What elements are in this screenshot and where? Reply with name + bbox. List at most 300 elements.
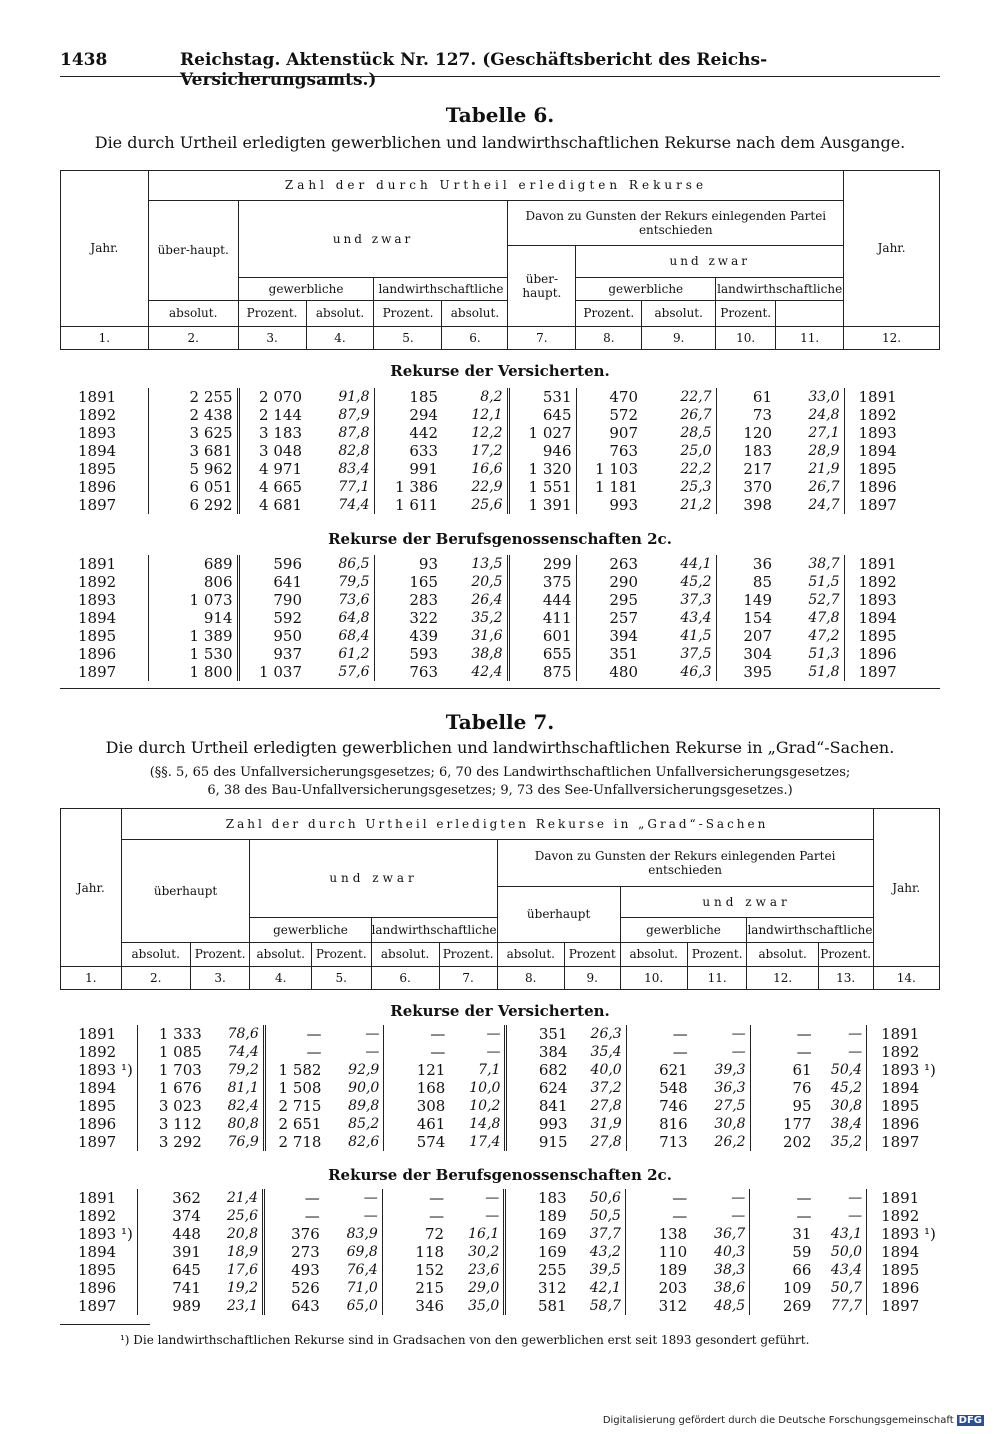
- value-cell: 43,1: [830, 1226, 863, 1242]
- value-cell: 185: [374, 388, 442, 406]
- value-cell: 217: [716, 460, 776, 478]
- table-row: [60, 1297, 940, 1315]
- value-cell: 21,9: [808, 461, 840, 477]
- value-cell: 3 183: [238, 424, 306, 442]
- column-number: 5.: [311, 967, 371, 990]
- digitization-credit: [603, 1415, 984, 1426]
- table-row: [60, 1261, 940, 1279]
- value-cell: 18,9: [226, 1244, 259, 1260]
- value-cell: 746: [626, 1097, 692, 1115]
- value-cell: 27,8: [590, 1098, 622, 1114]
- table6-subtitle: Die durch Urtheil erledigten gewerblichen und landwirthschaftlichen Rekurse nach dem Ausgange.: [94, 133, 906, 152]
- table-row: [60, 609, 940, 627]
- value-cell: 22,2: [680, 461, 712, 477]
- table6-section-versicherte: Rekurse der Versicherten.: [390, 362, 610, 380]
- value-cell: 43,4: [830, 1262, 863, 1278]
- value-cell: 991: [374, 460, 442, 478]
- dfg-logo: DFG: [958, 1415, 982, 1426]
- value-cell: 50,4: [830, 1062, 863, 1078]
- table7-head-ueberhaupt: überhaupt: [121, 839, 250, 942]
- table7-head-prozent: Prozent.: [190, 942, 250, 967]
- value-cell: 69,8: [346, 1244, 378, 1260]
- value-cell: 35,2: [471, 610, 503, 626]
- year-cell: 1891: [78, 555, 117, 573]
- value-cell: 59: [750, 1243, 816, 1261]
- year-cell: 1896: [78, 1279, 117, 1297]
- value-cell: 5 962: [148, 460, 238, 478]
- value-cell: 20,5: [471, 574, 503, 590]
- value-cell: 40,0: [590, 1062, 622, 1078]
- year-cell: 1895: [867, 1097, 940, 1115]
- value-cell: 77,7: [830, 1298, 863, 1314]
- year-cell: 1895: [78, 627, 117, 645]
- column-number: 4.: [250, 967, 311, 990]
- year-cell: 1894: [867, 1079, 940, 1097]
- value-cell: 48,5: [714, 1298, 746, 1314]
- value-cell: 596: [238, 555, 306, 573]
- value-cell: 17,6: [226, 1262, 259, 1278]
- page-number: 1438: [60, 50, 108, 70]
- value-cell: 91,8: [338, 389, 370, 405]
- value-cell: —: [750, 1025, 816, 1043]
- year-cell: 1897: [78, 496, 117, 514]
- table7-subtitle: Die durch Urtheil erledigten gewerblichen und landwirthschaftlichen Rekurse in „Grad“-Sachen.: [105, 738, 895, 757]
- year-cell: 1893: [844, 591, 940, 609]
- value-cell: 81,1: [227, 1080, 259, 1096]
- year-cell: 1892: [844, 406, 940, 424]
- value-cell: 149: [716, 591, 776, 609]
- table7-head-landw2: landwirthschaftliche: [747, 917, 873, 942]
- year-cell: 1891: [867, 1189, 940, 1207]
- table6-head-und-zwar2: und zwar: [576, 245, 844, 277]
- table-row: [60, 573, 940, 591]
- value-cell: 13,5: [471, 556, 503, 572]
- value-cell: 2 438: [148, 406, 238, 424]
- value-cell: 25,3: [680, 479, 712, 495]
- value-cell: 169: [505, 1225, 571, 1243]
- value-cell: 816: [626, 1115, 692, 1133]
- value-cell: 312: [625, 1297, 691, 1315]
- year-cell: 1897: [844, 496, 940, 514]
- value-cell: 68,4: [338, 628, 370, 644]
- value-cell: 36,7: [714, 1226, 746, 1242]
- table-row: [60, 460, 940, 478]
- table7-subtitle-line3: 6, 38 des Bau-Unfallversicherungsgesetzes; 9, 73 des See-Unfallversicherungsgesetzes.): [207, 783, 793, 798]
- column-number: 9.: [564, 967, 620, 990]
- table7-head-davon: Davon zu Gunsten der Rekurs einlegenden Partei entschieden: [497, 839, 873, 886]
- value-cell: 290: [576, 573, 642, 591]
- value-cell: 2 718: [264, 1133, 325, 1151]
- year-cell: 1894: [844, 442, 940, 460]
- table-row: [60, 645, 940, 663]
- value-cell: —: [264, 1189, 324, 1207]
- value-cell: 375: [508, 573, 576, 591]
- table-row: [60, 442, 940, 460]
- table6-column-numbers: [61, 326, 940, 349]
- year-cell: 1893 ¹): [867, 1225, 940, 1243]
- value-cell: —: [731, 1026, 746, 1042]
- column-number: 8.: [576, 326, 642, 349]
- column-number: 12.: [844, 326, 940, 349]
- year-cell: 1892: [867, 1207, 940, 1225]
- value-cell: —: [731, 1044, 746, 1060]
- value-cell: 154: [716, 609, 776, 627]
- column-number: 12.: [747, 967, 818, 990]
- value-cell: 2 255: [148, 388, 238, 406]
- value-cell: 177: [750, 1115, 816, 1133]
- value-cell: 395: [716, 663, 776, 681]
- value-cell: 763: [374, 663, 442, 681]
- value-cell: 993: [506, 1115, 572, 1133]
- table6-section-berufsgenossenschaften: Rekurse der Berufsgenossenschaften 2c.: [328, 530, 672, 548]
- year-cell: 1891: [867, 1025, 940, 1043]
- value-cell: 61: [716, 388, 776, 406]
- value-cell: 643: [264, 1297, 324, 1315]
- table-row: [60, 663, 940, 681]
- value-cell: 624: [506, 1079, 572, 1097]
- value-cell: 937: [238, 645, 306, 663]
- value-cell: 61: [750, 1061, 816, 1079]
- value-cell: 4 665: [238, 478, 306, 496]
- value-cell: —: [626, 1043, 692, 1061]
- year-cell: 1897: [867, 1133, 940, 1151]
- value-cell: 16,1: [468, 1226, 500, 1242]
- value-cell: 202: [750, 1133, 816, 1151]
- value-cell: 593: [374, 645, 442, 663]
- value-cell: 12,2: [471, 425, 503, 441]
- table6-head-und-zwar: und zwar: [238, 200, 508, 277]
- column-number: 2.: [121, 967, 190, 990]
- value-cell: 38,3: [714, 1262, 746, 1278]
- year-cell: 1893: [78, 424, 117, 442]
- value-cell: —: [625, 1189, 691, 1207]
- table-row: [60, 1279, 940, 1297]
- value-cell: 312: [505, 1279, 571, 1297]
- value-cell: 27,8: [590, 1134, 622, 1150]
- column-number: 11.: [687, 967, 747, 990]
- table-row: [60, 1133, 940, 1151]
- value-cell: —: [384, 1043, 450, 1061]
- column-number: 3.: [190, 967, 250, 990]
- table6-body-versicherte: [60, 388, 940, 514]
- table-row: [60, 1189, 940, 1207]
- value-cell: 50,0: [830, 1244, 863, 1260]
- value-cell: 165: [374, 573, 442, 591]
- column-number: 4.: [306, 326, 374, 349]
- value-cell: 35,0: [468, 1298, 500, 1314]
- value-cell: 169: [505, 1243, 571, 1261]
- value-cell: 73: [716, 406, 776, 424]
- value-cell: 43,2: [589, 1244, 621, 1260]
- column-number: 3.: [238, 326, 306, 349]
- value-cell: 38,4: [830, 1116, 863, 1132]
- value-cell: —: [264, 1025, 325, 1043]
- value-cell: 299: [508, 555, 576, 573]
- value-cell: —: [485, 1190, 500, 1206]
- value-cell: 31: [750, 1225, 816, 1243]
- value-cell: 57,6: [338, 664, 370, 680]
- table6-head-prozent: Prozent.: [374, 300, 442, 326]
- value-cell: 207: [716, 627, 776, 645]
- value-cell: 25,6: [471, 497, 503, 513]
- year-cell: 1892: [78, 573, 117, 591]
- value-cell: 64,8: [338, 610, 370, 626]
- column-number: 5.: [374, 326, 442, 349]
- table7-head-und-zwar: und zwar: [250, 839, 497, 917]
- value-cell: 109: [750, 1279, 816, 1297]
- table-row: [60, 1115, 940, 1133]
- year-cell: 1893 ¹): [78, 1225, 133, 1243]
- table7-head-absolut: absolut.: [371, 942, 439, 967]
- value-cell: 37,5: [680, 646, 712, 662]
- value-cell: 1 037: [238, 663, 306, 681]
- value-cell: 37,3: [680, 592, 712, 608]
- year-cell: 1895: [78, 1097, 117, 1115]
- year-cell: 1897: [78, 1297, 117, 1315]
- column-number: 7.: [439, 967, 497, 990]
- table7-head-und-zwar2: und zwar: [620, 887, 873, 918]
- year-cell: 1896: [867, 1279, 940, 1297]
- year-cell: 1894: [78, 1243, 117, 1261]
- value-cell: —: [848, 1044, 863, 1060]
- value-cell: 23,1: [226, 1298, 259, 1314]
- table7-subtitle-line2: (§§. 5, 65 des Unfallversicherungsgesetzes; 6, 70 des Landwirthschaftlichen Unfallversicherungsgesetzes;: [149, 765, 851, 780]
- year-cell: 1896: [78, 478, 117, 496]
- value-cell: 915: [506, 1133, 572, 1151]
- value-cell: 152: [382, 1261, 448, 1279]
- value-cell: 82,8: [338, 443, 370, 459]
- year-cell: 1893 ¹): [867, 1061, 940, 1079]
- value-cell: 601: [508, 627, 576, 645]
- value-cell: —: [384, 1025, 450, 1043]
- table7-head-zahl: Zahl der durch Urtheil erledigten Rekurse in „Grad“-Sachen: [121, 809, 873, 840]
- value-cell: 24,8: [808, 407, 840, 423]
- year-cell: 1896: [78, 645, 117, 663]
- running-head: Reichstag. Aktenstück Nr. 127. (Geschäftsbericht des Reichs-Versicherungsamts.): [180, 50, 768, 90]
- table-row: [60, 406, 940, 424]
- value-cell: 25,6: [226, 1208, 259, 1224]
- table6-head-absolut: absolut.: [642, 300, 716, 326]
- value-cell: 645: [137, 1261, 205, 1279]
- value-cell: 72: [382, 1225, 448, 1243]
- column-number: 13.: [818, 967, 873, 990]
- value-cell: 370: [716, 478, 776, 496]
- table6-head-prozent: Prozent.: [716, 300, 776, 326]
- value-cell: 841: [506, 1097, 572, 1115]
- table7-head-absolut: absolut.: [250, 942, 311, 967]
- value-cell: 257: [576, 609, 642, 627]
- value-cell: 398: [716, 496, 776, 514]
- table7-body-berufsgenossenschaften: [60, 1189, 940, 1315]
- value-cell: 26,4: [471, 592, 503, 608]
- value-cell: 2 715: [264, 1097, 325, 1115]
- value-cell: 914: [148, 609, 238, 627]
- value-cell: 351: [576, 645, 642, 663]
- value-cell: 3 023: [137, 1097, 206, 1115]
- value-cell: 439: [374, 627, 442, 645]
- value-cell: 93: [374, 555, 442, 573]
- value-cell: 89,8: [348, 1098, 380, 1114]
- value-cell: 20,8: [226, 1226, 259, 1242]
- year-cell: 1892: [78, 1207, 117, 1225]
- table6-head-landw2: landwirthschaftliche: [716, 277, 844, 300]
- value-cell: 470: [576, 388, 642, 406]
- value-cell: 42,4: [471, 664, 503, 680]
- value-cell: —: [731, 1190, 746, 1206]
- table-row: [60, 1043, 940, 1061]
- year-cell: 1897: [78, 1133, 117, 1151]
- table7-head-landw: landwirthschaftliche: [371, 917, 497, 942]
- value-cell: 10,0: [469, 1080, 501, 1096]
- column-number: 10.: [716, 326, 776, 349]
- table7-column-numbers: [61, 967, 940, 990]
- value-cell: 16,6: [471, 461, 503, 477]
- value-cell: —: [848, 1026, 863, 1042]
- table6-head-prozent: Prozent.: [238, 300, 306, 326]
- value-cell: 2 144: [238, 406, 306, 424]
- value-cell: 1 027: [508, 424, 576, 442]
- value-cell: 19,2: [226, 1280, 259, 1296]
- value-cell: 37,7: [589, 1226, 621, 1242]
- value-cell: —: [264, 1043, 325, 1061]
- year-cell: 1895: [844, 627, 940, 645]
- value-cell: —: [626, 1025, 692, 1043]
- table7-head-prozent: Prozent.: [818, 942, 873, 967]
- year-cell: 1896: [844, 645, 940, 663]
- value-cell: 203: [625, 1279, 691, 1297]
- value-cell: 74,4: [338, 497, 370, 513]
- value-cell: 322: [374, 609, 442, 627]
- value-cell: —: [363, 1190, 378, 1206]
- table6-head-ueberhaupt2: über-haupt.: [508, 245, 576, 326]
- value-cell: 6 292: [148, 496, 238, 514]
- value-cell: 621: [626, 1061, 692, 1079]
- column-number: 1.: [61, 967, 122, 990]
- table7-head-gewerbliche2: gewerbliche: [620, 917, 747, 942]
- value-cell: 28,5: [680, 425, 712, 441]
- value-cell: 189: [625, 1261, 691, 1279]
- value-cell: 346: [382, 1297, 448, 1315]
- value-cell: 480: [576, 663, 642, 681]
- value-cell: 7,1: [478, 1062, 501, 1078]
- value-cell: 572: [576, 406, 642, 424]
- table-row: [60, 1225, 940, 1243]
- value-cell: 442: [374, 424, 442, 442]
- table7-head-jahr-left: Jahr.: [61, 809, 122, 967]
- value-cell: —: [382, 1207, 448, 1225]
- column-number: 10.: [620, 967, 687, 990]
- year-cell: 1896: [867, 1115, 940, 1133]
- table7-section-berufsgenossenschaften: Rekurse der Berufsgenossenschaften 2c.: [328, 1166, 672, 1184]
- value-cell: 183: [505, 1189, 571, 1207]
- value-cell: 448: [137, 1225, 205, 1243]
- value-cell: 17,2: [471, 443, 503, 459]
- year-cell: 1897: [844, 663, 940, 681]
- table7-title: Tabelle 7.: [445, 710, 555, 734]
- value-cell: 77,1: [338, 479, 370, 495]
- year-cell: 1891: [78, 1189, 117, 1207]
- value-cell: 3 625: [148, 424, 238, 442]
- year-cell: 1895: [844, 460, 940, 478]
- value-cell: 118: [382, 1243, 448, 1261]
- table6-header: [60, 170, 940, 350]
- value-cell: 1 333: [137, 1025, 206, 1043]
- value-cell: 26,7: [680, 407, 712, 423]
- table7-header: [60, 808, 940, 990]
- value-cell: 26,2: [714, 1134, 746, 1150]
- value-cell: 47,8: [808, 610, 840, 626]
- year-cell: 1896: [78, 1115, 117, 1133]
- value-cell: 31,9: [590, 1116, 622, 1132]
- value-cell: 39,5: [589, 1262, 621, 1278]
- value-cell: 1 508: [264, 1079, 325, 1097]
- table6-head-absolut: absolut.: [442, 300, 508, 326]
- value-cell: 993: [576, 496, 642, 514]
- year-cell: 1895: [78, 460, 117, 478]
- value-cell: 655: [508, 645, 576, 663]
- value-cell: 50,5: [589, 1208, 621, 1224]
- value-cell: 1 703: [137, 1061, 206, 1079]
- table-row: [60, 1061, 940, 1079]
- table7-head-absolut: absolut.: [497, 942, 564, 967]
- value-cell: 42,1: [589, 1280, 621, 1296]
- value-cell: 3 681: [148, 442, 238, 460]
- value-cell: 444: [508, 591, 576, 609]
- table-row: [60, 1025, 940, 1043]
- value-cell: 1 530: [148, 645, 238, 663]
- value-cell: 581: [505, 1297, 571, 1315]
- value-cell: 10,2: [469, 1098, 501, 1114]
- value-cell: —: [486, 1044, 501, 1060]
- year-cell: 1893 ¹): [78, 1061, 133, 1079]
- value-cell: 950: [238, 627, 306, 645]
- table7-head-gewerbliche: gewerbliche: [250, 917, 371, 942]
- value-cell: —: [382, 1189, 448, 1207]
- value-cell: 12,1: [471, 407, 503, 423]
- value-cell: 35,4: [590, 1044, 622, 1060]
- table6-head-ueberhaupt: über-haupt.: [148, 200, 238, 300]
- value-cell: 283: [374, 591, 442, 609]
- value-cell: 574: [384, 1133, 450, 1151]
- table6-head-prozent: Prozent.: [576, 300, 642, 326]
- value-cell: 79,5: [338, 574, 370, 590]
- value-cell: 87,8: [338, 425, 370, 441]
- value-cell: 82,6: [348, 1134, 380, 1150]
- value-cell: 58,7: [589, 1298, 621, 1314]
- table7-head-ueberhaupt2: überhaupt: [497, 887, 620, 943]
- value-cell: 38,6: [714, 1280, 746, 1296]
- value-cell: 1 676: [137, 1079, 206, 1097]
- value-cell: 31,6: [471, 628, 503, 644]
- value-cell: 51,8: [808, 664, 840, 680]
- value-cell: 39,3: [714, 1062, 746, 1078]
- value-cell: 713: [626, 1133, 692, 1151]
- value-cell: 33,0: [808, 389, 840, 405]
- table-row: [60, 1207, 940, 1225]
- table6-title: Tabelle 6.: [445, 103, 555, 127]
- value-cell: 17,4: [469, 1134, 501, 1150]
- value-cell: 3 292: [137, 1133, 206, 1151]
- value-cell: 384: [506, 1043, 572, 1061]
- value-cell: 461: [384, 1115, 450, 1133]
- value-cell: 50,6: [589, 1190, 621, 1206]
- year-cell: 1897: [867, 1297, 940, 1315]
- value-cell: 45,2: [830, 1080, 863, 1096]
- value-cell: 30,8: [714, 1116, 746, 1132]
- table6-head-gewerbliche: gewerbliche: [238, 277, 374, 300]
- value-cell: 548: [626, 1079, 692, 1097]
- value-cell: 2 070: [238, 388, 306, 406]
